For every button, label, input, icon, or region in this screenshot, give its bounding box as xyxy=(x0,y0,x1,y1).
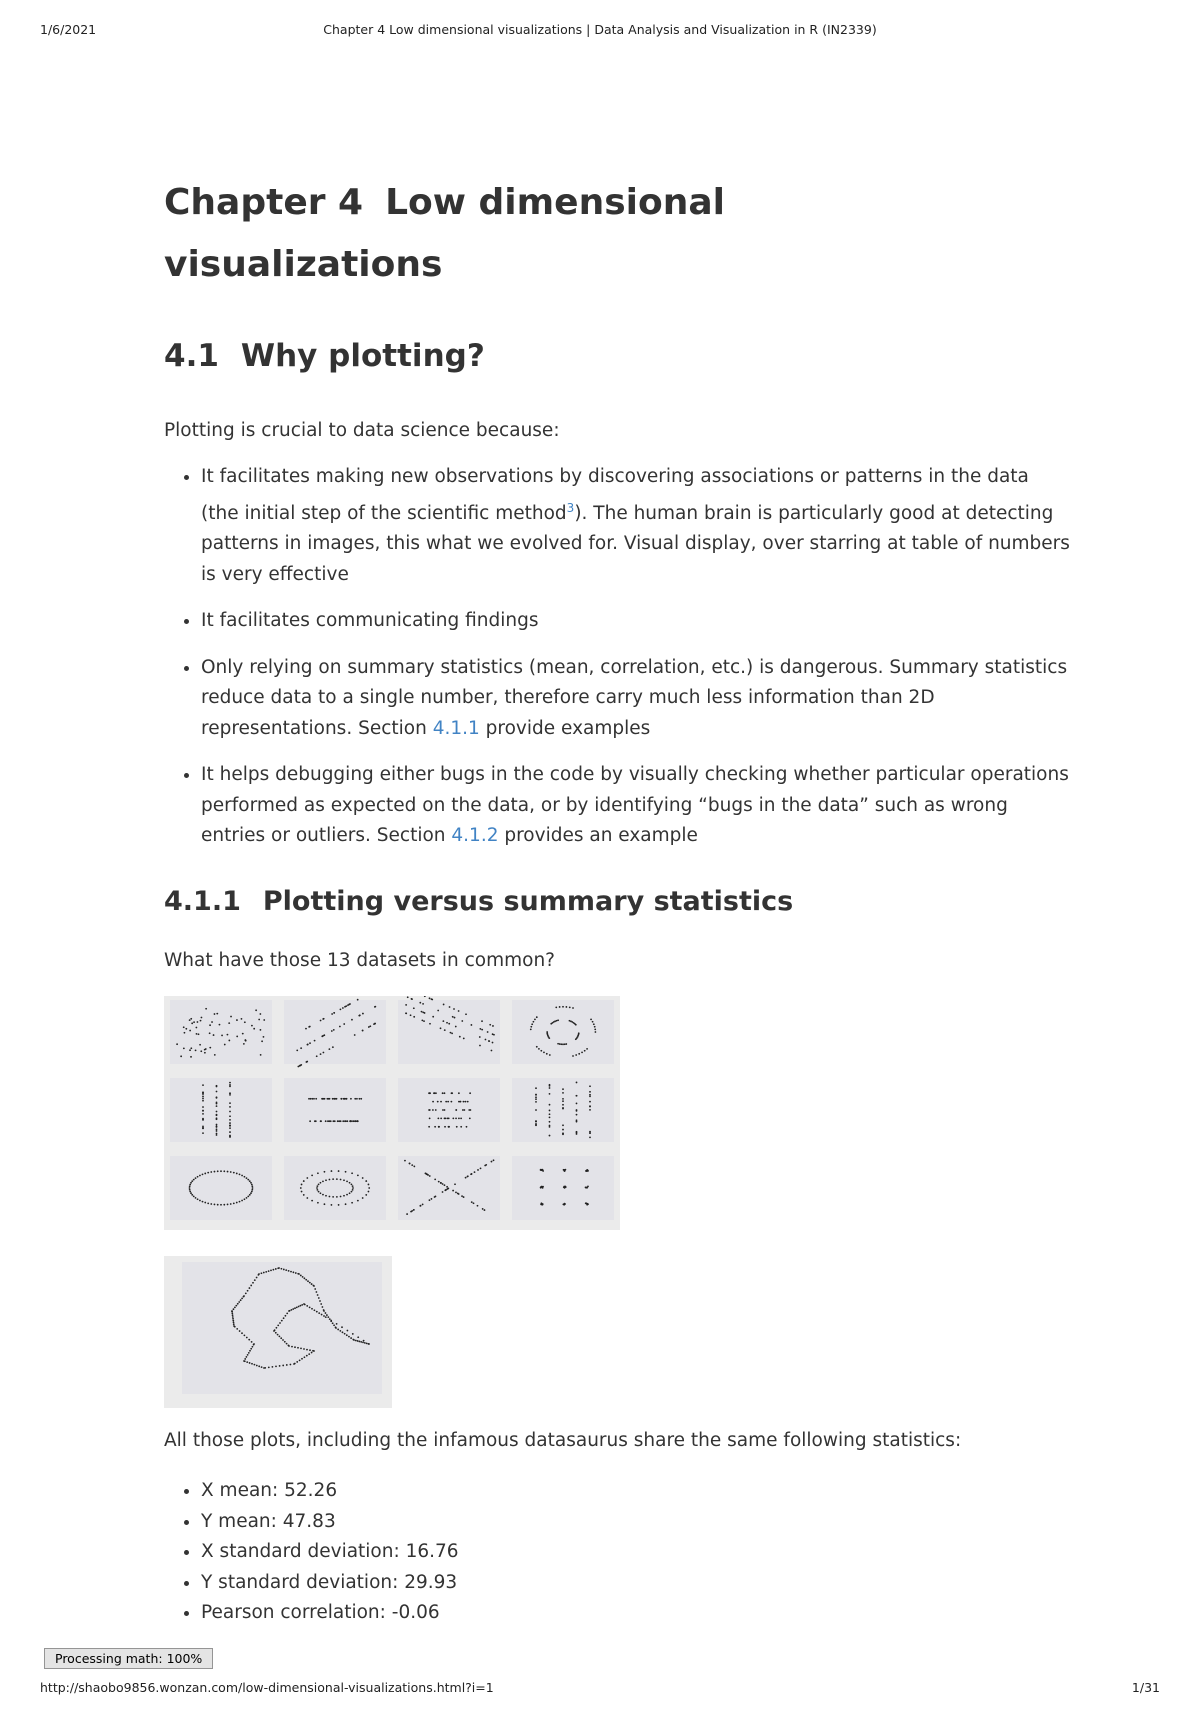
footer-page-number: 1/31 xyxy=(1131,1680,1160,1695)
intro-paragraph: Plotting is crucial to data science because: xyxy=(164,420,560,441)
section-number: 4.1 xyxy=(164,338,219,374)
stat-item: • Pearson correlation: -0.06 xyxy=(201,1598,459,1629)
list-item-text: It facilitates communicating findings xyxy=(201,610,539,632)
list-item xyxy=(201,606,1071,637)
chapter-title-text: Low dimensional visualizations xyxy=(164,182,725,285)
stats-intro-paragraph: All those plots, including the infamous datasaurus share the same following statistics: xyxy=(164,1430,962,1451)
section-title: Why plotting? xyxy=(240,338,485,374)
list-item-text: ). The human brain is particularly good at detecting patterns in images, this what we evolved for. Visual display, over starring at table of numbers is very effective xyxy=(201,502,1070,585)
subsection-title: Plotting versus summary statistics xyxy=(262,886,794,917)
section-heading xyxy=(164,338,485,374)
list-item-text: provide examples xyxy=(479,717,651,739)
stat-item: • Y standard deviation: 29.93 xyxy=(201,1568,459,1599)
chapter-number: Chapter 4 xyxy=(164,182,364,223)
footnote-link[interactable]: 3 xyxy=(566,500,575,515)
chapter-title xyxy=(164,172,984,296)
subsection-heading xyxy=(164,886,793,917)
stat-item: • X standard deviation: 16.76 xyxy=(201,1537,459,1568)
list-item-text: It facilitates making new observations by discovering associations or patterns in the data (the initial step of the scientific method xyxy=(201,466,1029,524)
section-link-4-1-2[interactable]: 4.1.2 xyxy=(451,825,499,847)
print-date: 1/6/2021 xyxy=(40,22,97,37)
subsection-number: 4.1.1 xyxy=(164,886,241,917)
datasaurus-dozen-grid-image xyxy=(164,996,620,1230)
stat-item: • Y mean: 47.83 xyxy=(201,1507,459,1538)
list-item-text: It helps debugging either bugs in the code by visually checking whether particular operations performed as expected on the data, or by identifying “bugs in the data” such as wrong entries or outliers. Section xyxy=(201,764,1069,847)
list-item-text: Only relying on summary statistics (mean, correlation, etc.) is dangerous. Summary statistics reduce data to a single number, therefore carry much less information than 2D representations. Section xyxy=(201,656,1068,739)
question-paragraph: What have those 13 datasets in common? xyxy=(164,950,555,971)
print-header-title: Chapter 4 Low dimensional visualizations | Data Analysis and Visualization in R (IN2339) xyxy=(323,22,877,37)
list-item xyxy=(201,462,1071,590)
reasons-list xyxy=(164,462,1071,868)
list-item xyxy=(201,653,1071,745)
list-item-text: provides an example xyxy=(498,825,698,847)
list-item xyxy=(201,760,1071,852)
footer-url: http://shaobo9856.wonzan.com/low-dimensional-visualizations.html?i=1 xyxy=(40,1680,494,1695)
stats-list xyxy=(164,1476,459,1629)
datasaurus-image xyxy=(164,1256,392,1408)
math-processing-status: Processing math: 100% xyxy=(44,1648,213,1669)
stat-item: • X mean: 52.26 xyxy=(201,1476,459,1507)
section-link-4-1-1[interactable]: 4.1.1 xyxy=(432,717,480,739)
